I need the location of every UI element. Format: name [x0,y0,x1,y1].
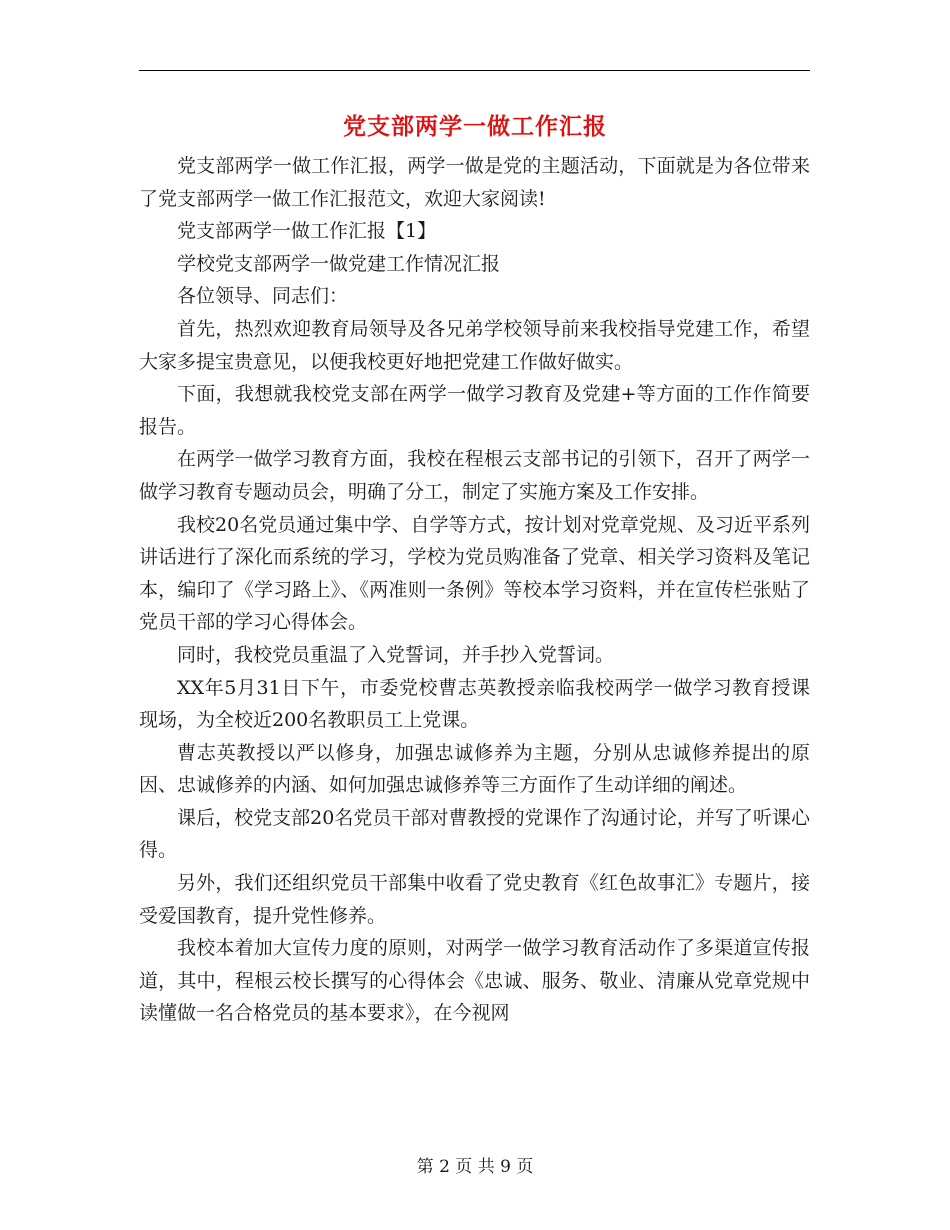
paragraph: 另外，我们还组织党员干部集中收看了党史教育《红色故事汇》专题片，接受爱国教育，提升党性修养。 [139,872,810,927]
paragraph: 党支部两学一做工作汇报【1】 [177,220,437,243]
header-rule [139,70,810,71]
paragraph: 各位领导、同志们： [177,285,349,308]
paragraph: 在两学一做学习教育方面，我校在程根云支部书记的引领下，召开了两学一做学习教育专题动员会，明确了分工，制定了实施方案及工作安排。 [139,448,810,503]
paragraph: 首先，热烈欢迎教育局领导及各兄弟学校领导前来我校指导党建工作，希望大家多提宝贵意见，以便我校更好地把党建工作做好做实。 [139,317,810,373]
document-body [139,150,810,1030]
paragraph: 党支部两学一做工作汇报，两学一做是党的主题活动，下面就是为各位带来了党支部两学一做工作汇报范文，欢迎大家阅读! [139,155,810,210]
page-footer: 第 2 页 共 9 页 [416,1157,534,1177]
paragraph: 我校本着加大宣传力度的原则，对两学一做学习教育活动作了多渠道宣传报道，其中，程根云校长撰写的心得体会《忠诚、服务、敬业、清廉从党章党规中读懂做一名合格党员的基本要求》，在今视网 [139,937,810,1025]
paragraph: 下面，我想就我校党支部在两学一做学习教育及党建+等方面的工作作简要报告。 [139,383,810,438]
paragraph: XX年5月31日下午，市委党校曹志英教授亲临我校两学一做学习教育授课现场，为全校近200名教职员工上党课。 [139,676,810,732]
paragraph: 课后，校党支部20名党员干部对曹教授的党课作了沟通讨论，并写了听课心得。 [139,806,810,862]
document-title: 党支部两学一做工作汇报 [343,113,607,140]
paragraph: 同时，我校党员重温了入党誓词，并手抄入党誓词。 [177,643,615,666]
paragraph: 学校党支部两学一做党建工作情况汇报 [177,252,501,275]
paragraph: 曹志英教授以严以修身，加强忠诚修养为主题，分别从忠诚修养提出的原因、忠诚修养的内涵、如何加强忠诚修养等三方面作了生动详细的阐述。 [139,741,810,797]
paragraph: 我校20名党员通过集中学、自学等方式，按计划对党章党规、及习近平系列讲话进行了深化而系统的学习，学校为党员购准备了党章、相关学习资料及笔记本，编印了《学习路上》、《两准则一条例》等校本学习资料，并在宣传栏张贴了党员干部的学习心得体会。 [139,513,810,634]
